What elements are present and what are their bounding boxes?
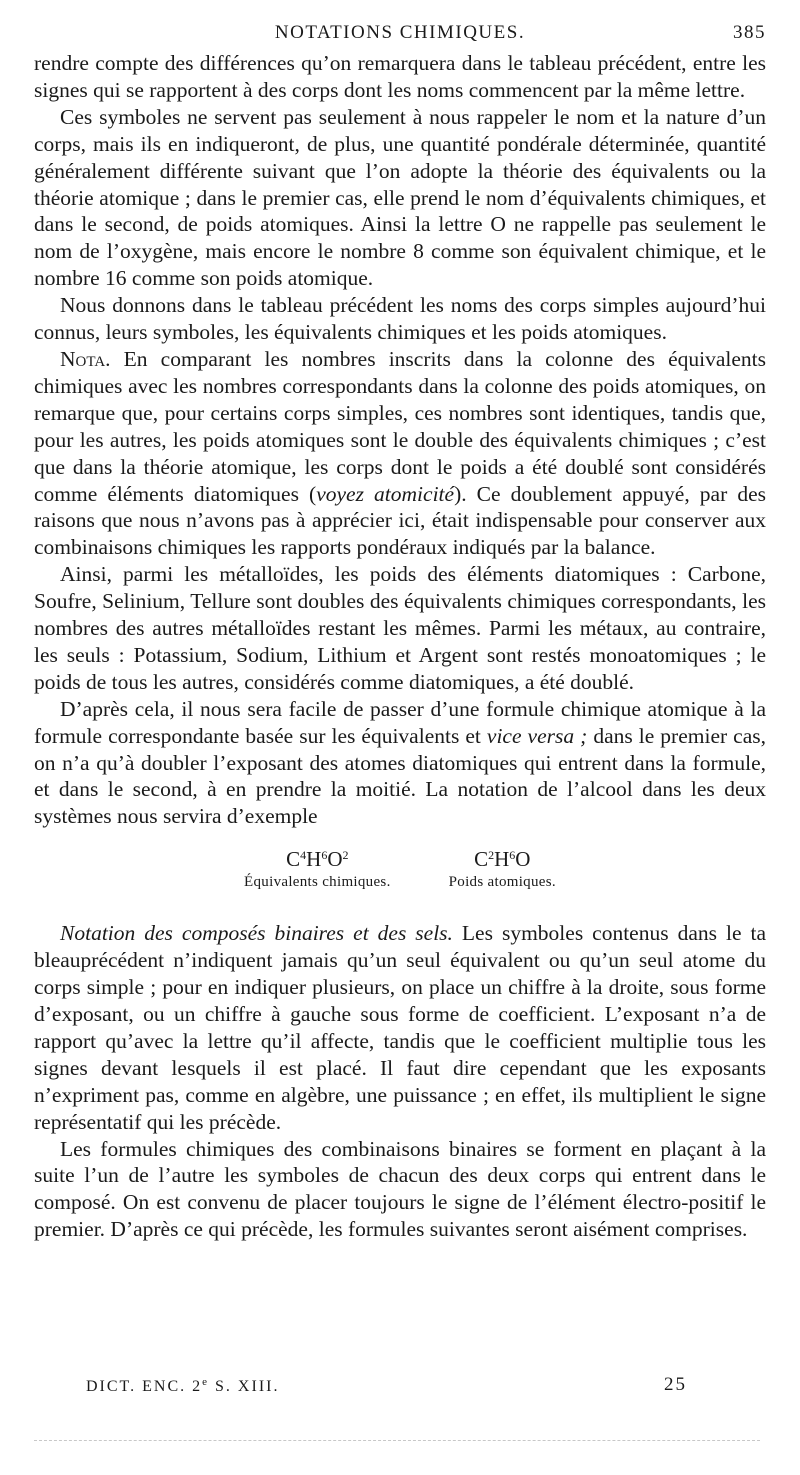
nota-text-a: En comparant les nombres inscrits dans la colonne des équivalents chimiques avec les nombres correspondants dans la colonne des poids atomiques, on remarque que, pour certains corps simples, ces nombres sont identiques, tandis que, pour les autres, les poids atomiques sont le double des équivalents chimiques ; c’est que dans la théorie atomique, les corps dont le poids a été doublé sont considérés comme éléments diatomiques (: [34, 346, 766, 506]
page-footer: [86, 1376, 766, 1400]
formula-exponent: 2: [342, 848, 349, 863]
formula-text: [449, 842, 556, 872]
signature-prefix: DICT. ENC. 2: [86, 1378, 203, 1395]
page-number: 385: [733, 22, 766, 43]
paragraph-continuation: rendre compte des différences qu’on remarquera dans le tableau précédent, entre les signes qui se rapportent à des corps dont les noms commencent par la même lettre.: [34, 51, 766, 102]
formula-equivalents: [244, 842, 391, 892]
formula-exponent: 6: [509, 848, 516, 863]
paragraph-binary-compounds: [34, 920, 766, 1135]
formula-element: O: [327, 847, 343, 872]
paragraph-conversion: [34, 696, 766, 831]
body-text: [34, 50, 766, 1243]
running-header: [34, 22, 766, 48]
section-heading: Notation des composés binaires et des sels.: [60, 921, 453, 946]
vice-versa: vice versa ;: [486, 723, 588, 748]
formula-exponent: 4: [300, 848, 307, 863]
printer-signature: [86, 1376, 279, 1396]
nota-text-b: ). Ce doublement appuyé, par des raisons que nous n’avons pas à apprécier ici, était indispensable pour conserver aux combinaisons chimiques les rapports pondéraux indiqués par la balance.: [34, 481, 766, 560]
formula-text: [244, 842, 391, 872]
formula-element: H: [494, 847, 510, 872]
paragraph-symbols: Ces symboles ne servent pas seulement à nous rappeler le nom et la nature d’un corps, mais ils en indiqueront, de plus, une quantité pondérale déterminée, quantité généralement différente suivant que l’on adopte la théorie des équivalents ou la théorie atomique ; dans le premier cas, elle prend le nom d’équivalents chimiques, et dans le second, de poids atomiques. Ainsi la lettre O ne rappelle pas seulement le nom de l’oxygène, mais encore le nombre 8 comme son équivalent chimique, et le nombre 16 comme son poids atomique.: [34, 104, 766, 291]
conversion-text-a: D’après cela, il nous sera facile de passer d’une formule chimique atomique à la formule correspondante basée sur les équivalents et: [34, 696, 766, 748]
formula-element: C: [474, 847, 489, 872]
book-page: [34, 22, 766, 1243]
paragraph-nota: [34, 346, 766, 561]
formula-element: C: [286, 847, 301, 872]
formula-atomic: [449, 842, 556, 892]
running-title: NOTATIONS CHIMIQUES.: [274, 22, 526, 43]
alcohol-formulas: [34, 842, 766, 892]
nota-label: Nota.: [60, 346, 111, 371]
paragraph-binary-formulas: Les formules chimiques des combinaisons binaires se forment en plaçant à la suite l’un de l’autre les symboles de chacun des deux corps qui entrent dans le composé. On est convenu de placer toujours le signe de l’élément électro-positif le premier. D’après ce qui précède, les formules suivantes seront aisément comprises.: [34, 1136, 766, 1242]
bottom-bleed-line: [34, 1440, 760, 1441]
formula-caption: Poids atomiques.: [448, 874, 556, 891]
formula-element: H: [306, 847, 322, 872]
binary-text: Les symboles contenus dans le ta bleauprécédent n’indiquent jamais qu’un seul équivalent ou qu’un seul atome du corps simple ; pour en indiquer plusieurs, on place un chiffre à la droite, sous forme d’exposant, ou un chiffre à gauche sous forme de coefficient. L’exposant n’a de rapport qu’avec la lettre qu’il affecte, tandis que le coefficient multiplie tous les signes devant lesquels il est placé. Il faut dire cependant que les exposants n’expriment pas, comme en algèbre, une puissance ; en effet, ils multiplient le signe représentatif qui les précède.: [34, 921, 767, 1134]
formula-element: O: [515, 847, 531, 872]
signature-exponent: e: [202, 1376, 210, 1388]
formula-exponent: 6: [321, 848, 328, 863]
formula-caption: Équivalents chimiques.: [244, 874, 391, 891]
conversion-text-b: dans le premier cas, on n’a qu’à doubler l’exposant des atomes diatomiques qui entrent dans la formule, et dans le second, à en prendre la moitié. La notation de l’alcool dans les deux systèmes nous servira d’exemple: [34, 723, 766, 829]
formula-exponent: 2: [488, 848, 495, 863]
paragraph-metalloids: Ainsi, parmi les métalloïdes, les poids des éléments diatomiques : Carbone, Soufre, Selinium, Tellure sont doubles des équivalents chimiques correspondants, les nombres des autres métalloïdes restant les mêmes. Parmi les métaux, au contraire, les seuls : Potassium, Sodium, Lithium et Argent sont restés monoatomiques ; le poids de tous les autres, considérés comme diatomiques, a été doublé.: [34, 562, 766, 694]
signature-suffix: S. XIII.: [209, 1378, 280, 1395]
paragraph-table-note: Nous donnons dans le tableau précédent les noms des corps simples aujourd’hui connus, leurs symboles, les équivalents chimiques et les poids atomiques.: [34, 293, 766, 345]
cross-reference: voyez atomicité: [316, 481, 455, 506]
sheet-number: 25: [664, 1374, 687, 1395]
